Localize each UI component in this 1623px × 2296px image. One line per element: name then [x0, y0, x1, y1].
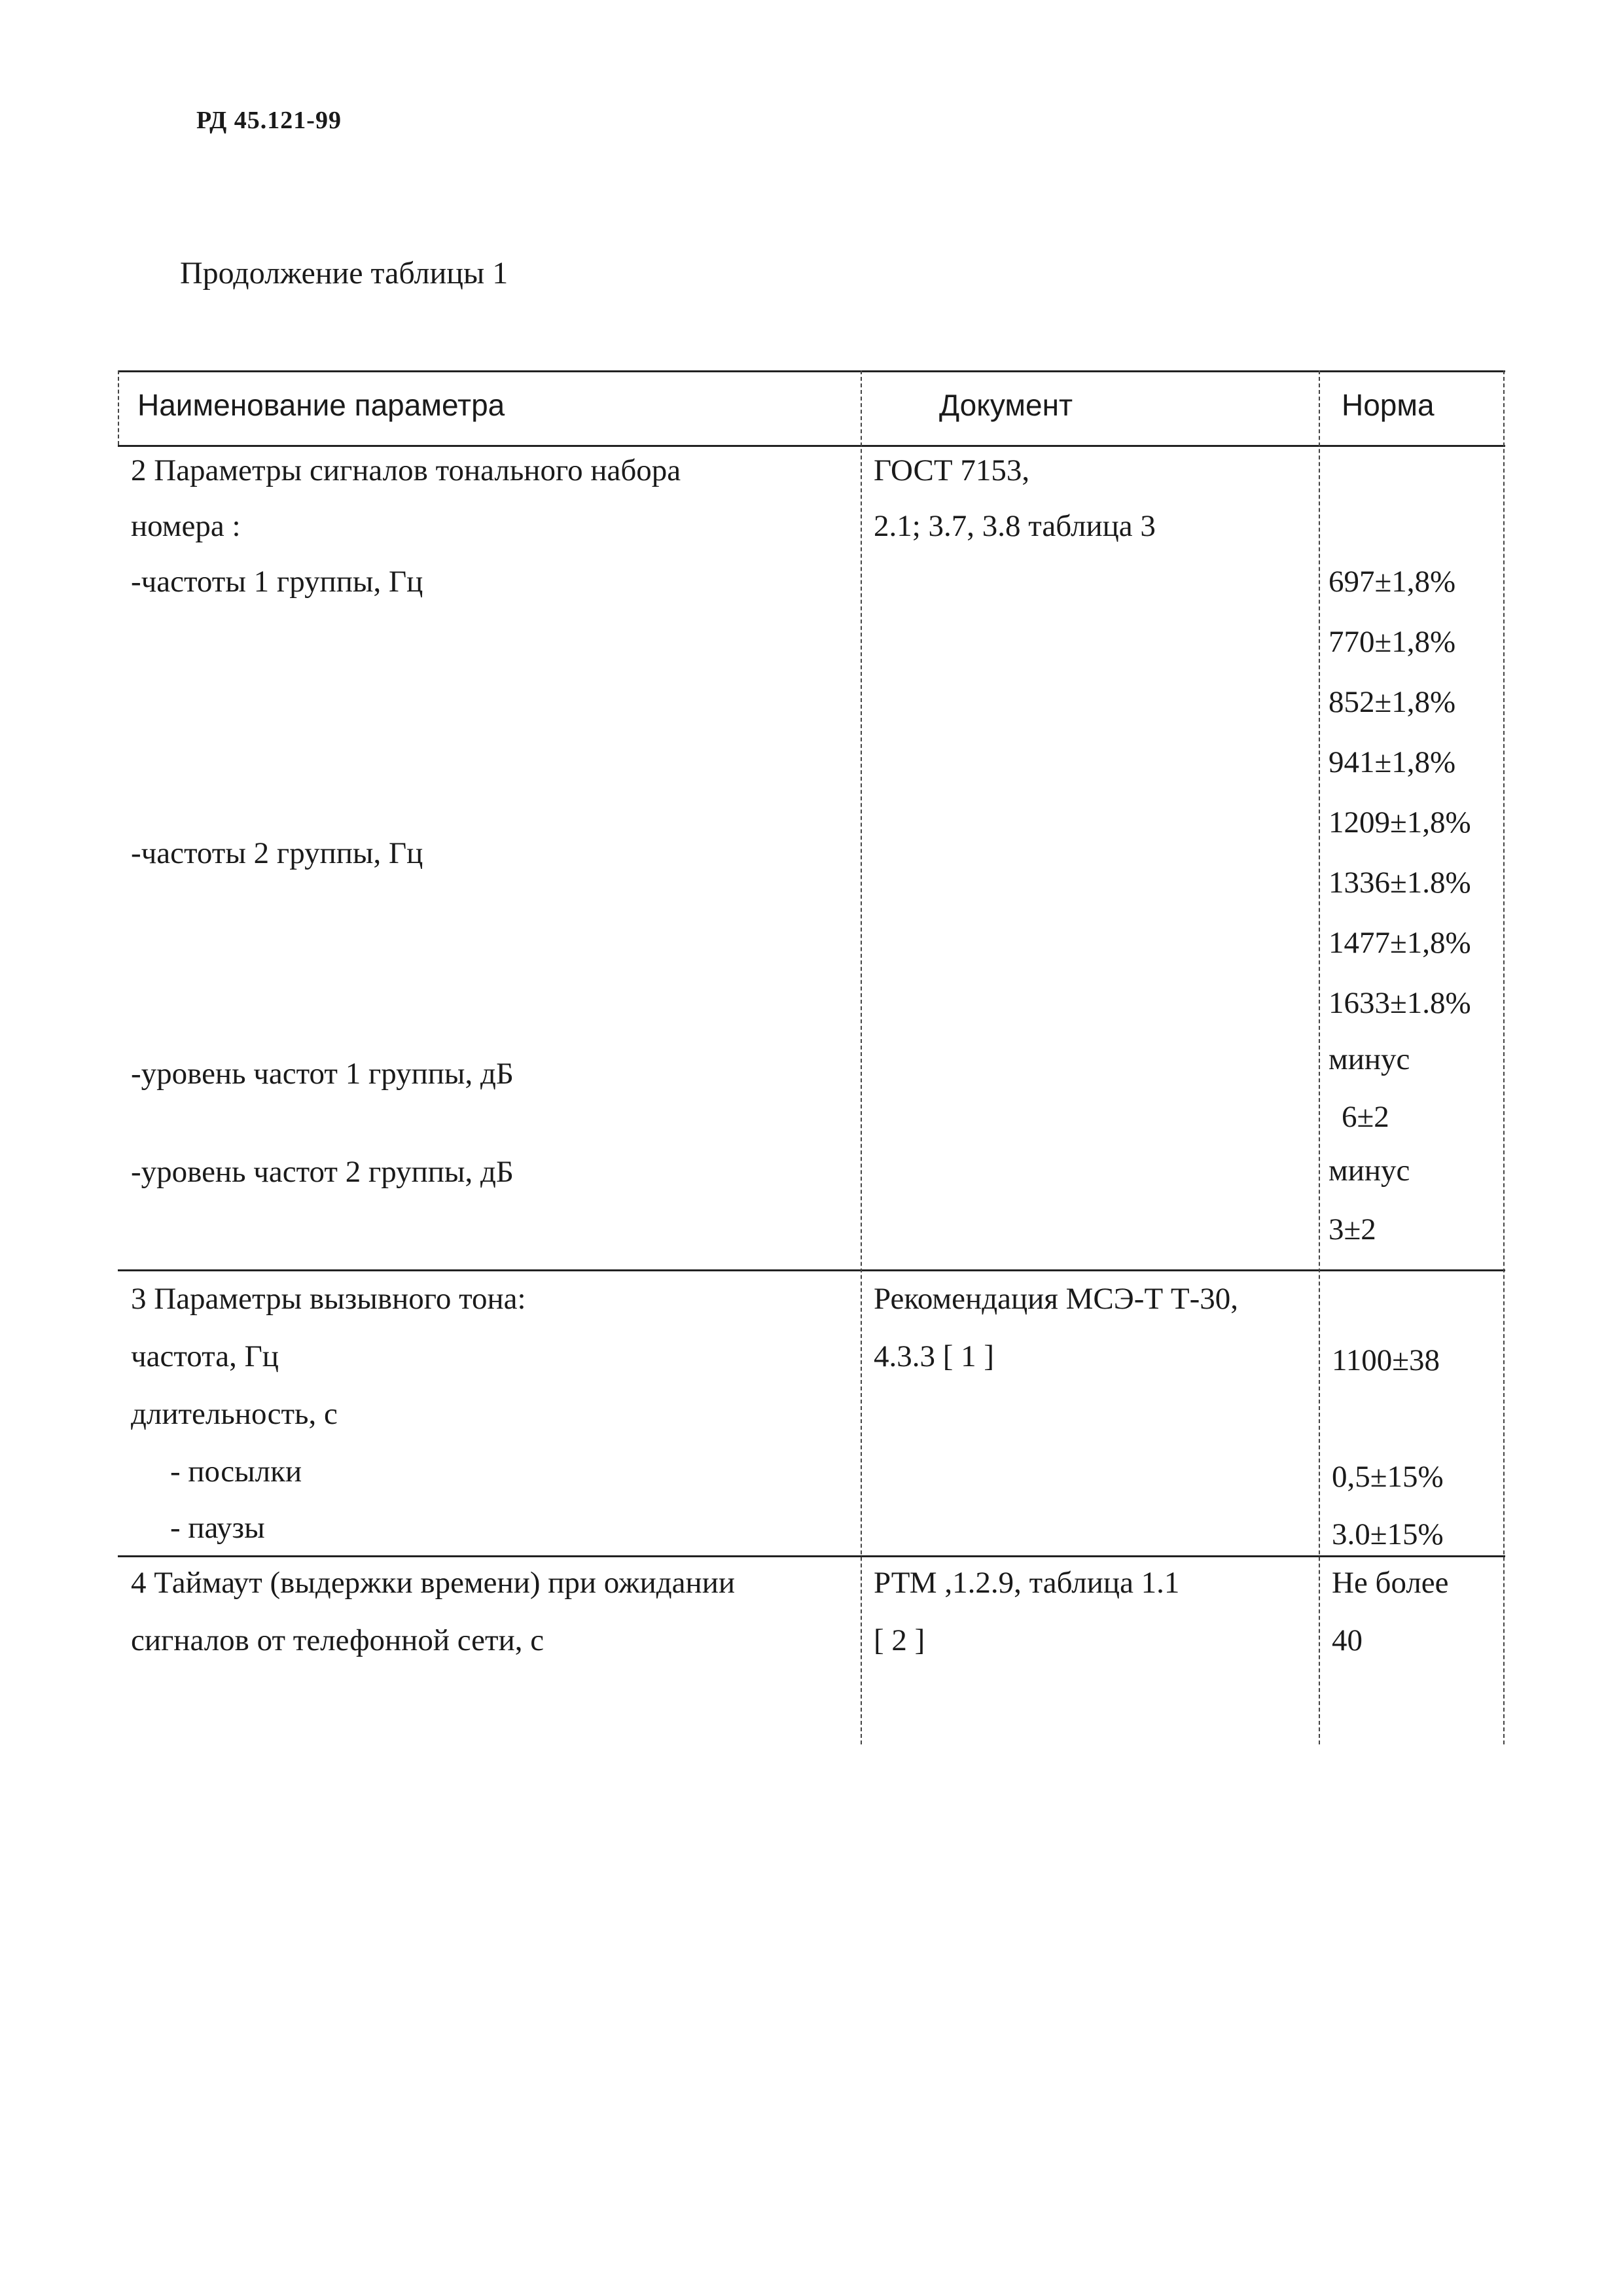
table-top-rule: [118, 370, 1505, 372]
document-code: РД 45.121-99: [196, 107, 342, 134]
param-line: - посылки: [170, 1455, 302, 1489]
norm-value: 6±2: [1342, 1100, 1389, 1134]
doc-line: Рекомендация МСЭ-Т Т-30,: [874, 1282, 1239, 1316]
norm-value: 1477±1,8%: [1329, 926, 1471, 960]
norm-value: 1209±1,8%: [1329, 805, 1471, 839]
norm-value: 1336±1.8%: [1329, 866, 1471, 900]
right-border: [1503, 370, 1505, 1744]
column-header-norm: Норма: [1342, 388, 1435, 422]
doc-line: 2.1; 3.7, 3.8 таблица 3: [874, 509, 1156, 543]
row2-bottom-rule: [118, 1269, 1505, 1271]
row3-bottom-rule: [118, 1555, 1505, 1557]
norm-value: 0,5±15%: [1332, 1460, 1444, 1494]
norm-value: 852±1,8%: [1329, 685, 1456, 719]
param-line: -частоты 1 группы, Гц: [131, 565, 423, 599]
param-line: -уровень частот 2 группы, дБ: [131, 1155, 514, 1189]
norm-value: 697±1,8%: [1329, 565, 1456, 599]
norm-value: минус: [1329, 1042, 1410, 1076]
norm-value: 3±2: [1329, 1212, 1376, 1246]
param-line: длительность, с: [131, 1397, 338, 1431]
doc-line: [ 2 ]: [874, 1623, 925, 1657]
column-divider-1: [861, 370, 862, 1744]
param-line: -уровень частот 1 группы, дБ: [131, 1057, 514, 1091]
norm-value: 40: [1332, 1623, 1363, 1657]
column-divider-2: [1319, 370, 1320, 1744]
doc-line: ГОСТ 7153,: [874, 453, 1030, 487]
parameters-table: [118, 370, 1505, 1744]
header-bottom-rule: [118, 445, 1505, 447]
norm-value: 3.0±15%: [1332, 1517, 1444, 1551]
param-line: 3 Параметры вызывного тона:: [131, 1282, 526, 1316]
param-line: номера :: [131, 509, 241, 543]
doc-line: РТМ ,1.2.9, таблица 1.1: [874, 1566, 1180, 1600]
norm-value: Не более: [1332, 1566, 1449, 1600]
norm-value: 1100±38: [1332, 1343, 1440, 1377]
column-header-document: Документ: [939, 388, 1073, 422]
param-line: 2 Параметры сигналов тонального набора: [131, 453, 681, 487]
param-line: частота, Гц: [131, 1339, 279, 1373]
column-header-parameter: Наименование параметра: [137, 388, 505, 422]
norm-value: 1633±1.8%: [1329, 986, 1471, 1020]
norm-value: 941±1,8%: [1329, 745, 1456, 779]
norm-value: 770±1,8%: [1329, 625, 1456, 659]
table-caption: Продолжение таблицы 1: [180, 256, 508, 291]
param-line: 4 Таймаут (выдержки времени) при ожидании: [131, 1566, 735, 1600]
param-line: сигналов от телефонной сети, с: [131, 1623, 544, 1657]
left-border: [118, 370, 119, 445]
param-line: -частоты 2 группы, Гц: [131, 836, 423, 870]
param-line: - паузы: [170, 1511, 265, 1545]
norm-value: минус: [1329, 1154, 1410, 1188]
doc-line: 4.3.3 [ 1 ]: [874, 1339, 995, 1373]
